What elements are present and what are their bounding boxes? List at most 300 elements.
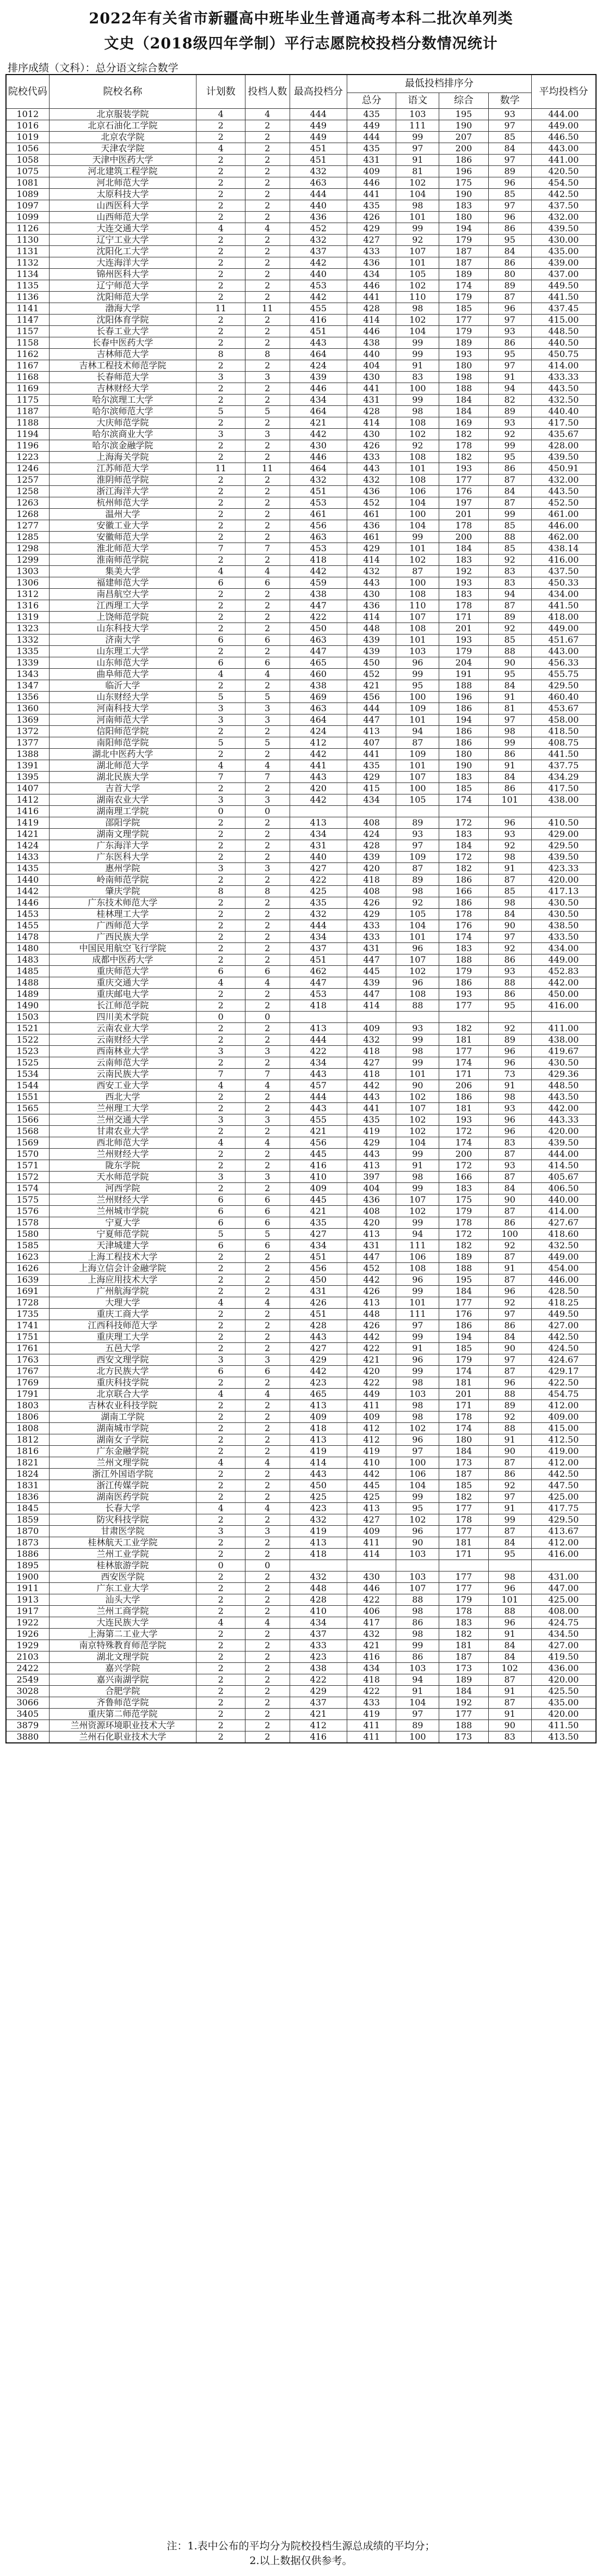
cell-min-math: 95 <box>488 452 531 463</box>
table-row <box>6 1526 596 1537</box>
cell-max-score: 410 <box>290 1606 347 1617</box>
cell-admitted: 2 <box>245 257 290 269</box>
cell-min-total: 449 <box>347 1389 396 1400</box>
cell-max-score: 442 <box>290 749 347 760</box>
cell-min-comprehensive: 193 <box>439 577 488 589</box>
cell-min-chinese: 102 <box>396 177 439 189</box>
cell-min-math: 89 <box>488 406 531 417</box>
table-row <box>6 1492 596 1503</box>
cell-max-score: 419 <box>290 1446 347 1457</box>
cell-min-total: 461 <box>347 509 396 520</box>
cell-min-chinese: 102 <box>396 280 439 292</box>
table-row <box>6 269 596 280</box>
cell-plan: 2 <box>196 1400 245 1412</box>
cell-min-math: 95 <box>488 1000 531 1012</box>
cell-code: 1312 <box>6 589 49 600</box>
cell-admitted: 2 <box>245 269 290 280</box>
cell-name: 温州大学 <box>49 509 196 520</box>
cell-min-comprehensive: 193 <box>439 1114 488 1126</box>
cell-code: 1761 <box>6 1343 49 1354</box>
cell-admitted: 6 <box>245 1206 290 1217</box>
cell-min-comprehensive: 180 <box>439 749 488 760</box>
cell-code: 1585 <box>6 1240 49 1252</box>
cell-min-comprehensive: 177 <box>439 1583 488 1594</box>
cell-plan: 3 <box>196 1172 245 1183</box>
cell-min-comprehensive: 186 <box>439 1092 488 1103</box>
cell-max-score: 419 <box>290 1526 347 1537</box>
cell-plan: 2 <box>196 1332 245 1343</box>
cell-min-math: 87 <box>488 1149 531 1160</box>
cell-admitted: 2 <box>245 337 290 349</box>
cell-min-total: 433 <box>347 452 396 463</box>
cell-min-comprehensive: 183 <box>439 1183 488 1194</box>
cell-plan: 3 <box>196 714 245 726</box>
cell-code: 1130 <box>6 235 49 246</box>
cell-plan: 2 <box>196 1286 245 1297</box>
cell-min-math: 97 <box>488 155 531 166</box>
cell-min-chinese: 94 <box>396 1229 439 1240</box>
cell-min-total: 419 <box>347 1446 396 1457</box>
table-row <box>6 1046 596 1057</box>
cell-code: 1412 <box>6 794 49 806</box>
table-row <box>6 932 596 943</box>
table-row <box>6 1126 596 1137</box>
cell-admitted: 2 <box>245 1034 290 1046</box>
cell-code: 1132 <box>6 257 49 269</box>
cell-plan: 2 <box>196 1412 245 1423</box>
cell-min-chinese: 103 <box>396 646 439 657</box>
cell-code: 1886 <box>6 1549 49 1560</box>
cell-name: 重庆邮电大学 <box>49 989 196 1000</box>
cell-min-math: 94 <box>488 589 531 600</box>
cell-avg: 449.00 <box>531 120 596 132</box>
table-row <box>6 452 596 463</box>
cell-plan: 5 <box>196 1229 245 1240</box>
cell-min-chinese: 96 <box>396 657 439 669</box>
table-row <box>6 1606 596 1617</box>
cell-name: 江西理工大学 <box>49 600 196 612</box>
table-row <box>6 1263 596 1274</box>
cell-min-comprehensive: 181 <box>439 1034 488 1046</box>
cell-name: 哈尔滨金融学院 <box>49 440 196 452</box>
cell-min-total: 431 <box>347 395 396 406</box>
cell-min-chinese: 102 <box>396 1126 439 1137</box>
cell-code: 1012 <box>6 109 49 120</box>
cell-min-comprehensive: 185 <box>439 303 488 315</box>
table-row <box>6 737 596 749</box>
cell-min-chinese: 95 <box>396 680 439 692</box>
header-total: 总分 <box>347 93 396 109</box>
cell-max-score: 431 <box>290 840 347 852</box>
cell-avg: 442.50 <box>531 189 596 200</box>
cell-max-score: 435 <box>290 1217 347 1229</box>
cell-min-math: 92 <box>488 1480 531 1492</box>
cell-name: 福建师范大学 <box>49 577 196 589</box>
cell-code: 1421 <box>6 829 49 840</box>
cell-name: 湖南理工学院 <box>49 806 196 817</box>
cell-code: 1580 <box>6 1229 49 1240</box>
cell-name: 成都中医药大学 <box>49 954 196 966</box>
cell-min-comprehensive: 174 <box>439 280 488 292</box>
cell-admitted: 2 <box>245 1572 290 1583</box>
cell-min-math: 95 <box>488 349 531 360</box>
cell-min-comprehensive: 176 <box>439 1309 488 1320</box>
cell-plan: 0 <box>196 806 245 817</box>
table-row <box>6 726 596 737</box>
cell-name: 浙江海洋大学 <box>49 486 196 497</box>
table-row <box>6 1640 596 1651</box>
cell-code: 1424 <box>6 840 49 852</box>
cell-min-total: 435 <box>347 1114 396 1126</box>
table-row <box>6 1057 596 1069</box>
cell-min-total: 439 <box>347 634 396 646</box>
cell-avg: 449.00 <box>531 1252 596 1263</box>
cell-min-total: 444 <box>347 132 396 143</box>
cell-max-score: 449 <box>290 132 347 143</box>
cell-max-score: 460 <box>290 669 347 680</box>
cell-plan: 4 <box>196 1389 245 1400</box>
table-row <box>6 863 596 874</box>
cell-name: 湖南工学院 <box>49 1412 196 1423</box>
cell-min-math: 97 <box>488 1354 531 1366</box>
cell-min-math: 96 <box>488 212 531 223</box>
cell-min-math: 84 <box>488 909 531 920</box>
cell-max-score: 429 <box>290 1686 347 1697</box>
cell-min-chinese: 96 <box>396 1434 439 1446</box>
cell-code: 1388 <box>6 749 49 760</box>
cell-min-comprehensive: 177 <box>439 1572 488 1583</box>
cell-max-score: 442 <box>290 292 347 303</box>
cell-admitted: 4 <box>245 1137 290 1149</box>
cell-code: 1751 <box>6 1332 49 1343</box>
cell-avg: 438.14 <box>531 543 596 554</box>
cell-name: 临沂大学 <box>49 680 196 692</box>
cell-min-comprehensive: 207 <box>439 132 488 143</box>
cell-code: 1347 <box>6 680 49 692</box>
cell-min-comprehensive: 189 <box>439 269 488 280</box>
cell-plan: 2 <box>196 383 245 395</box>
table-row <box>6 543 596 554</box>
cell-admitted: 2 <box>245 1377 290 1389</box>
cell-min-math: 96 <box>488 1286 531 1297</box>
cell-max-score: 453 <box>290 989 347 1000</box>
cell-avg: 405.67 <box>531 1172 596 1183</box>
cell-min-math: 92 <box>488 840 531 852</box>
cell-min-math: 96 <box>488 1583 531 1594</box>
cell-max-score: 442 <box>290 566 347 577</box>
cell-name: 北京服装学院 <box>49 109 196 120</box>
cell-max-score: 416 <box>290 315 347 326</box>
cell-avg: 408.00 <box>531 1606 596 1617</box>
cell-min-comprehensive: 173 <box>439 1731 488 1743</box>
cell-avg: 416.00 <box>531 1549 596 1560</box>
cell-name: 沈阳体育学院 <box>49 315 196 326</box>
cell-plan: 2 <box>196 943 245 954</box>
cell-admitted: 2 <box>245 932 290 943</box>
cell-min-chinese: 101 <box>396 1297 439 1309</box>
cell-admitted: 5 <box>245 737 290 749</box>
cell-admitted: 5 <box>245 1229 290 1240</box>
cell-avg: 438.50 <box>531 920 596 932</box>
cell-avg: 435.00 <box>531 246 596 257</box>
cell-min-chinese: 96 <box>396 1274 439 1286</box>
cell-avg: 423.33 <box>531 863 596 874</box>
cell-plan: 2 <box>196 783 245 794</box>
cell-min-math: 96 <box>488 1114 531 1126</box>
cell-avg: 413.67 <box>531 1526 596 1537</box>
table-row <box>6 1286 596 1297</box>
cell-max-score: 464 <box>290 349 347 360</box>
cell-code: 1175 <box>6 395 49 406</box>
cell-plan: 2 <box>196 1160 245 1172</box>
cell-min-comprehensive: 201 <box>439 623 488 634</box>
cell-min-total: 443 <box>347 1149 396 1160</box>
cell-plan: 2 <box>196 1731 245 1743</box>
cell-code: 1824 <box>6 1469 49 1480</box>
cell-name: 河北建筑工程学院 <box>49 166 196 177</box>
cell-max-score: 437 <box>290 1697 347 1709</box>
table-row <box>6 1651 596 1663</box>
cell-avg: 432.00 <box>531 212 596 223</box>
table-row <box>6 429 596 440</box>
cell-min-comprehensive: 173 <box>439 1457 488 1469</box>
cell-max-score: 422 <box>290 874 347 886</box>
cell-plan: 3 <box>196 1354 245 1366</box>
cell-admitted: 2 <box>245 212 290 223</box>
table-row <box>6 954 596 966</box>
cell-name: 锦州医科大学 <box>49 269 196 280</box>
table-row <box>6 1172 596 1183</box>
cell-avg: 417.13 <box>531 886 596 897</box>
cell-min-chinese: 99 <box>396 1640 439 1651</box>
cell-name: 江西科技师范大学 <box>49 1320 196 1332</box>
cell-avg: 442.50 <box>531 1332 596 1343</box>
cell-max-score: 440 <box>290 269 347 280</box>
cell-max-score: 442 <box>290 429 347 440</box>
table-row <box>6 372 596 383</box>
cell-name: 吉林师范大学 <box>49 349 196 360</box>
cell-plan: 2 <box>196 1343 245 1354</box>
cell-min-total: 427 <box>347 1057 396 1069</box>
cell-avg: 412.00 <box>531 1537 596 1549</box>
cell-min-comprehensive: 189 <box>439 1674 488 1686</box>
cell-min-comprehensive: 185 <box>439 783 488 794</box>
cell-admitted: 4 <box>245 1617 290 1629</box>
cell-min-comprehensive: 194 <box>439 714 488 726</box>
cell-min-total: 397 <box>347 1172 396 1183</box>
cell-min-comprehensive: 184 <box>439 840 488 852</box>
cell-admitted: 0 <box>245 1560 290 1572</box>
cell-min-math: 101 <box>488 1594 531 1606</box>
table-row <box>6 589 596 600</box>
cell-max-score: 422 <box>290 1674 347 1686</box>
cell-min-total: 418 <box>347 1046 396 1057</box>
cell-min-chinese: 97 <box>396 1709 439 1720</box>
table-row <box>6 817 596 829</box>
cell-code: 1157 <box>6 326 49 337</box>
cell-avg: 444.00 <box>531 1149 596 1160</box>
cell-admitted: 2 <box>245 726 290 737</box>
table-row <box>6 1012 596 1023</box>
cell-min-comprehensive: 177 <box>439 1297 488 1309</box>
cell-min-chinese: 89 <box>396 817 439 829</box>
cell-max-score: 410 <box>290 1172 347 1183</box>
cell-code: 1299 <box>6 554 49 566</box>
cell-min-total: 420 <box>347 863 396 874</box>
cell-min-chinese: 98 <box>396 1629 439 1640</box>
cell-code: 1285 <box>6 532 49 543</box>
cell-plan: 7 <box>196 543 245 554</box>
cell-name: 山西师范大学 <box>49 212 196 223</box>
cell-min-total: 435 <box>347 143 396 155</box>
cell-min-chinese: 108 <box>396 452 439 463</box>
cell-admitted: 2 <box>245 1423 290 1434</box>
cell-name: 云南民族大学 <box>49 1069 196 1080</box>
cell-admitted: 2 <box>245 1663 290 1674</box>
cell-min-chinese: 99 <box>396 1286 439 1297</box>
cell-name: 广州航海学院 <box>49 1286 196 1297</box>
cell-plan: 2 <box>196 486 245 497</box>
cell-code: 1372 <box>6 726 49 737</box>
cell-admitted: 2 <box>245 1103 290 1114</box>
cell-min-chinese: 100 <box>396 1457 439 1469</box>
cell-max-score: 444 <box>290 1092 347 1103</box>
cell-code: 1089 <box>6 189 49 200</box>
cell-admitted: 2 <box>245 520 290 532</box>
cell-avg: 453.67 <box>531 703 596 714</box>
cell-max-score: 464 <box>290 406 347 417</box>
cell-min-chinese: 98 <box>396 406 439 417</box>
cell-avg: 461.00 <box>531 509 596 520</box>
cell-min-comprehensive: 185 <box>439 1343 488 1354</box>
cell-min-math: 94 <box>488 383 531 395</box>
cell-code: 1836 <box>6 1492 49 1503</box>
cell-min-total: 431 <box>347 1240 396 1252</box>
cell-min-math: 92 <box>488 623 531 634</box>
cell-min-comprehensive: 200 <box>439 532 488 543</box>
cell-avg: 451.67 <box>531 634 596 646</box>
cell-avg: 418.60 <box>531 1229 596 1240</box>
cell-min-comprehensive <box>439 806 488 817</box>
cell-name: 山西医科大学 <box>49 200 196 212</box>
cell-min-total: 441 <box>347 292 396 303</box>
cell-min-chinese: 91 <box>396 1160 439 1172</box>
cell-plan: 11 <box>196 463 245 474</box>
cell-admitted: 2 <box>245 783 290 794</box>
cell-max-score: 455 <box>290 1114 347 1126</box>
cell-plan: 2 <box>196 509 245 520</box>
cell-code: 1478 <box>6 932 49 943</box>
cell-admitted: 2 <box>245 989 290 1000</box>
header-min-group: 最低投档排序分 <box>347 75 532 93</box>
cell-code: 1335 <box>6 646 49 657</box>
cell-code: 1187 <box>6 406 49 417</box>
cell-min-comprehensive: 197 <box>439 497 488 509</box>
cell-min-total: 435 <box>347 200 396 212</box>
cell-plan: 0 <box>196 1012 245 1023</box>
cell-min-math: 92 <box>488 1297 531 1309</box>
cell-min-chinese: 107 <box>396 1583 439 1594</box>
cell-admitted: 2 <box>245 1126 290 1137</box>
cell-admitted: 2 <box>245 1651 290 1663</box>
cell-name: 哈尔滨师范大学 <box>49 406 196 417</box>
table-row <box>6 749 596 760</box>
table-row <box>6 554 596 566</box>
cell-min-chinese: 110 <box>396 292 439 303</box>
cell-plan: 2 <box>196 1149 245 1160</box>
cell-name: 广东金融学院 <box>49 1446 196 1457</box>
cell-name: 上海应用技术大学 <box>49 1274 196 1286</box>
cell-min-total: 428 <box>347 840 396 852</box>
cell-min-comprehensive: 184 <box>439 1686 488 1697</box>
cell-min-total: 413 <box>347 726 396 737</box>
cell-min-comprehensive: 187 <box>439 1469 488 1480</box>
cell-admitted: 2 <box>245 1023 290 1034</box>
cell-min-comprehensive: 194 <box>439 1332 488 1343</box>
table-body <box>6 109 596 1743</box>
cell-max-score: 451 <box>290 954 347 966</box>
cell-admitted: 2 <box>245 1160 290 1172</box>
cell-min-comprehensive: 183 <box>439 1617 488 1629</box>
table-row <box>6 1297 596 1309</box>
cell-min-chinese: 100 <box>396 692 439 703</box>
cell-name: 大庆师范学院 <box>49 417 196 429</box>
table-row <box>6 566 596 577</box>
cell-code: 1442 <box>6 886 49 897</box>
cell-code: 1257 <box>6 474 49 486</box>
cell-avg: 434.50 <box>531 1629 596 1640</box>
table-row <box>6 909 596 920</box>
cell-code: 1343 <box>6 669 49 680</box>
cell-plan: 2 <box>196 497 245 509</box>
cell-min-math: 99 <box>488 440 531 452</box>
cell-max-score: 465 <box>290 1389 347 1400</box>
header-max-score: 最高投档分 <box>290 75 347 109</box>
cell-min-comprehensive: 184 <box>439 1286 488 1297</box>
cell-max-score <box>290 1012 347 1023</box>
cell-min-chinese: 101 <box>396 1069 439 1080</box>
cell-max-score: 451 <box>290 326 347 337</box>
cell-code: 1169 <box>6 383 49 395</box>
cell-max-score: 443 <box>290 1103 347 1114</box>
cell-code: 1521 <box>6 1023 49 1034</box>
cell-code: 1576 <box>6 1206 49 1217</box>
cell-max-score: 439 <box>290 372 347 383</box>
cell-code: 1870 <box>6 1526 49 1537</box>
cell-avg: 460.40 <box>531 692 596 703</box>
cell-name: 大连民族大学 <box>49 1617 196 1629</box>
cell-max-score: 434 <box>290 1240 347 1252</box>
cell-min-math: 98 <box>488 897 531 909</box>
cell-max-score: 434 <box>290 932 347 943</box>
cell-min-math: 96 <box>488 177 531 189</box>
cell-admitted: 2 <box>245 246 290 257</box>
cell-min-comprehensive: 192 <box>439 1697 488 1709</box>
cell-min-total: 418 <box>347 874 396 886</box>
cell-plan: 2 <box>196 1663 245 1674</box>
cell-min-total: 432 <box>347 566 396 577</box>
cell-name: 湖南女子学院 <box>49 1434 196 1446</box>
cell-plan: 3 <box>196 863 245 874</box>
cell-min-math <box>488 1560 531 1572</box>
cell-avg: 446.50 <box>531 132 596 143</box>
cell-max-score: 423 <box>290 1503 347 1514</box>
cell-plan: 2 <box>196 417 245 429</box>
cell-min-math: 93 <box>488 417 531 429</box>
cell-min-total: 434 <box>347 1663 396 1674</box>
cell-name: 河南科技大学 <box>49 703 196 714</box>
cell-code: 1926 <box>6 1629 49 1640</box>
